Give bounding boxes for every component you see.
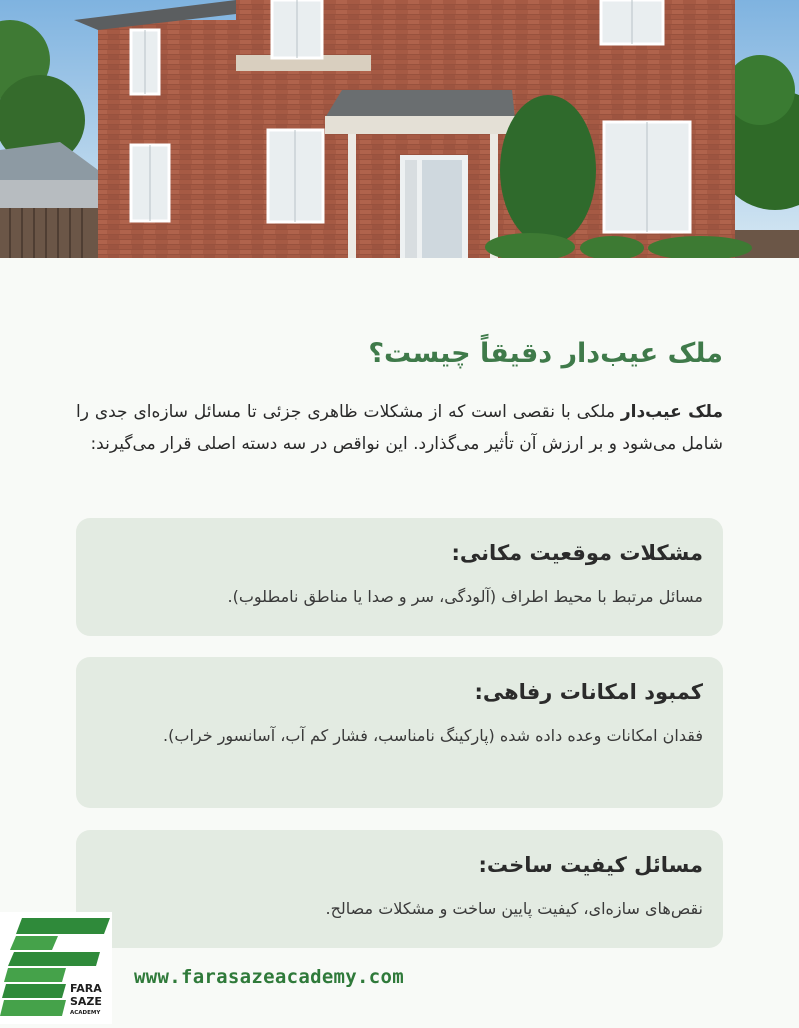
category-card-amenities [76, 657, 723, 808]
website-url-link[interactable]: www.farasazeacademy.com [134, 966, 404, 988]
card-text: نقص‌های سازه‌ای، کیفیت پایین ساخت و مشکلات مصالح. [325, 899, 703, 918]
card-title: مسائل کیفیت ساخت: [478, 853, 703, 877]
intro-bold-term: ملک عیب‌دار [620, 402, 723, 422]
farasaze-logo [0, 912, 112, 1024]
logo-text-saze: SAZE [70, 995, 102, 1008]
article-intro [76, 396, 723, 460]
card-title: مشکلات موقعیت مکانی: [451, 541, 703, 565]
category-card-location [76, 518, 723, 636]
card-text: فقدان امکانات وعده داده شده (پارکینگ نامناسب، فشار کم آب، آسانسور خراب). [163, 726, 703, 745]
logo-text-academy: ACADEMY [70, 1010, 101, 1016]
category-card-construction [76, 830, 723, 948]
hero-house-image [0, 0, 799, 258]
card-title: کمبود امکانات رفاهی: [474, 680, 703, 704]
article-title: ملک عیب‌دار دقیقاً چیست؟ [368, 338, 723, 369]
card-text: مسائل مرتبط با محیط اطراف (آلودگی، سر و صدا یا مناطق نامطلوب). [227, 587, 703, 606]
logo-text-fara: FARA [70, 982, 102, 995]
intro-text: ملکی با نقصی است که از مشکلات ظاهری جزئی تا مسائل سازه‌ای جدی را شامل می‌شود و بر ارزش آن تأثیر می‌گذارد. این نواقص در سه دسته اصلی قرار می‌گیرند: [76, 402, 723, 454]
